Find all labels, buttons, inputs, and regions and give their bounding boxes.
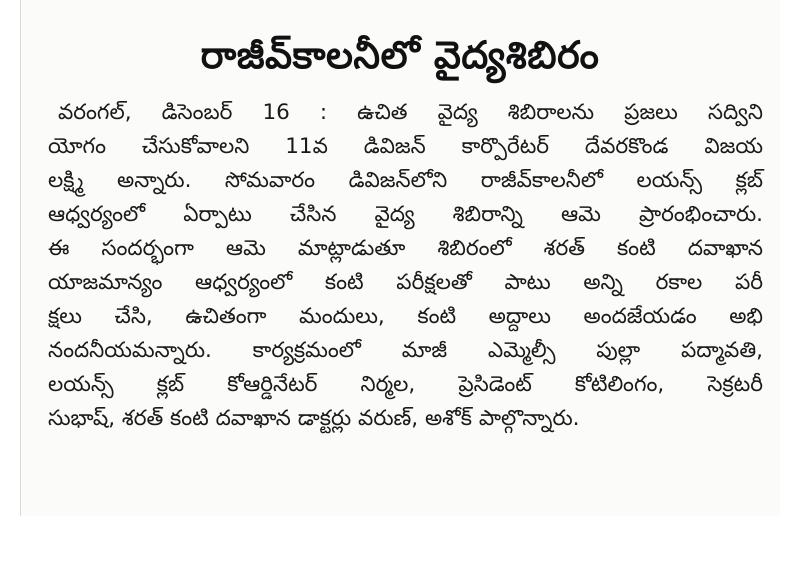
body-line: ఈ సందర్భంగా ఆమె మాట్లాడుతూ శిబిరంలో శరత్ కంటి దవాఖాన xyxy=(48,236,763,261)
body-line: లక్ష్మి అన్నారు. సోమవారం డివిజన్‌లోని రాజీవ్‌కాలనీలో లయన్స్ క్లబ్ xyxy=(48,168,763,193)
cut-off-previous-text xyxy=(50,0,520,8)
body-line: సుభాష్, శరత్ కంటి దవాఖాన డాక్టర్లు వరుణ్, అశోక్ పాల్గొన్నారు. xyxy=(48,406,580,431)
body-line: క్షలు చేసి, ఉచితంగా మందులు, కంటి అద్దాలు అందజేయడం అభి xyxy=(48,304,763,329)
body-line: లయన్స్ క్లబ్ కోఆర్డినేటర్ నిర్మల, ప్రెసిడెంట్ కోటిలింగం, సెక్రటరీ xyxy=(48,372,763,397)
article-headline: రాజీవ్‌కాలనీలో వైద్యశిబిరం xyxy=(200,33,600,77)
body-line: నందనీయమన్నారు. కార్యక్రమంలో మాజీ ఎమ్మెల్సీ పుల్లా పద్మావతి, xyxy=(48,338,763,363)
body-line: వరంగల్, డిసెంబర్ 16 : ఉచిత వైద్య శిబిరాలను ప్రజలు సద్విని xyxy=(58,100,763,125)
article-body xyxy=(48,96,763,436)
body-line: యోగం చేసుకోవాలని 11వ డివిజన్ కార్పొరేటర్ దేవరకొండ విజయ xyxy=(48,134,763,159)
body-line: ఆధ్వర్యంలో ఏర్పాటు చేసిన వైద్య శిబిరాన్ని ఆమె ప్రారంభించారు. xyxy=(48,202,763,227)
body-line: యాజమాన్యం ఆధ్వర్యంలో కంటి పరీక్షలతో పాటు అన్ని రకాల పరీ xyxy=(48,270,763,295)
